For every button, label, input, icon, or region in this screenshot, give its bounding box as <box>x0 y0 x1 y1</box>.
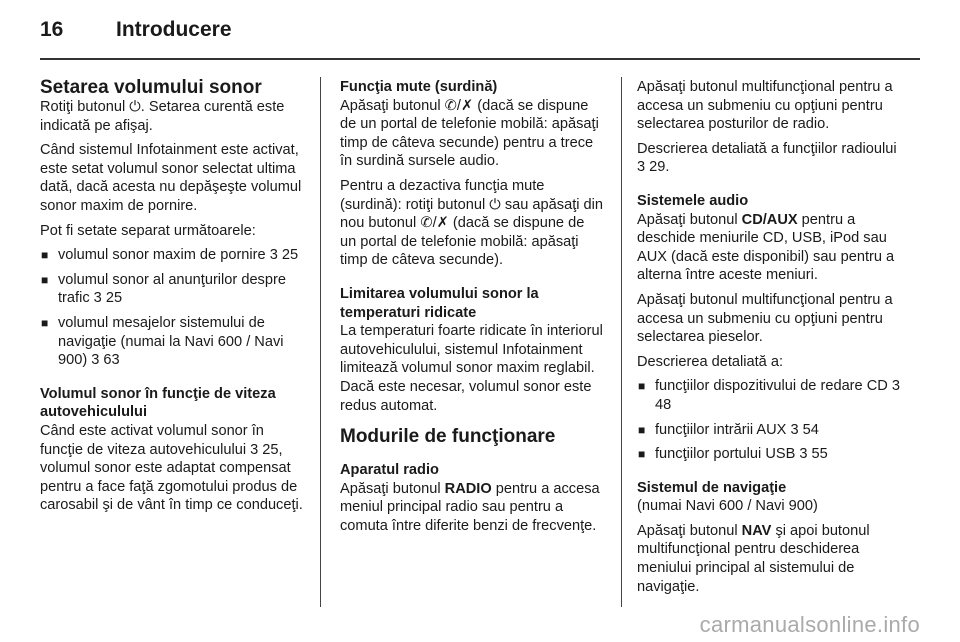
paragraph: Pot fi setate separat următoarele: <box>40 222 256 239</box>
paragraph: Când sistemul Infotainment este activat, este setat volumul sonor selectat ultima dată, dacă acesta nu depăşeşte volumul sonor maxim de pornire. <box>40 142 302 214</box>
nav-key-label: NAV <box>741 522 772 539</box>
bullet-list <box>40 246 306 370</box>
heading-operating-modes: Modurile de funcţionare <box>340 426 556 448</box>
bullet-list <box>637 377 905 463</box>
header-rule <box>40 58 920 60</box>
column-3 <box>637 78 905 602</box>
column-2 <box>340 78 604 541</box>
list-item: ■ funcţiilor intrării AUX 3 54 <box>637 421 905 440</box>
paragraph <box>340 480 604 536</box>
paragraph <box>637 211 905 285</box>
page-header <box>40 18 232 42</box>
watermark: carmanualsonline.info <box>699 612 920 637</box>
paragraph: Descrierea detaliată a: <box>637 353 784 370</box>
text-run: Apăsaţi butonul <box>637 522 742 539</box>
heading-radio: Aparatul radio <box>340 462 439 479</box>
text-run: Apăsaţi butonul <box>637 211 742 228</box>
column-divider-2 <box>621 77 622 607</box>
paragraph: Apăsaţi butonul multifuncţional pentru a accesa un submeniu cu opţiuni pentru selectarea pieselor. <box>637 291 893 346</box>
radio-key-label: RADIO <box>444 480 492 497</box>
list-item: ■ funcţiilor portului USB 3 55 <box>637 445 905 464</box>
list-item: ■ volumul sonor maxim de pornire 3 25 <box>40 246 306 265</box>
paragraph: Apăsaţi butonul ✆/✗ (dacă se dispune de un portal de telefonie mobilă: apăsaţi timp de câteva secunde) pentru a trece în surdină sursele audio. <box>340 97 599 170</box>
text-run: Apăsaţi butonul <box>340 480 445 497</box>
text-run: pentru a accesa meniul principal radio sau pentru a comuta între diferite benzi de frecvenţe. <box>340 480 600 534</box>
paragraph: Rotiţi butonul ⏻. Setarea curentă este indicată pe afişaj. <box>40 99 285 134</box>
paragraph: (numai Navi 600 / Navi 900) <box>637 498 818 515</box>
page-title: Introducere <box>116 18 232 41</box>
text-run: şi apoi butonul multifuncţional pentru deschiderea meniului principal al sistemului de navigaţie. <box>637 522 870 595</box>
cd-aux-key-label: CD/AUX <box>741 211 798 228</box>
page-number: 16 <box>40 18 64 41</box>
paragraph: Pentru a dezactiva funcţia mute (surdină): rotiţi butonul ⏻ sau apăsaţi din nou butonul ✆/✗ (dacă se dispune de un portal de telefonie mobilă: apăsaţi timp de câteva secunde). <box>340 177 604 269</box>
text-run: pentru a deschide meniurile CD, USB, iPod sau AUX (dacă este disponibil) sau pentru a alterna între aceste meniuri. <box>637 211 895 284</box>
paragraph: Când este activat volumul sonor în funcţie de viteza autovehiculului 3 25, volumul sonor este adaptat compensat pentru a face faţă zgomotului produs de carosabil şi de vânt în timp ce conduceţi. <box>40 422 303 514</box>
list-item: ■ funcţiilor dispozitivului de redare CD 3 48 <box>637 377 905 414</box>
heading-mute: Funcţia mute (surdină) <box>340 79 498 95</box>
paragraph: La temperaturi foarte ridicate în interiorul autovehiculului, sistemul Infotainment limitează volumul sonor maxim reglabil. Dacă este necesar, volumul sonor este redus automat. <box>340 323 603 414</box>
heading-speed-volume: Volumul sonor în funcţie de viteza autovehiculului <box>40 385 276 421</box>
paragraph: Descrierea detaliată a funcţiilor radioului 3 29. <box>637 140 897 176</box>
paragraph <box>637 522 905 596</box>
list-item: ■ volumul sonor al anunţurilor despre trafic 3 25 <box>40 271 306 308</box>
heading-temperature-limit: Limitarea volumului sonor la temperaturi ridicate <box>340 285 539 321</box>
list-item: ■ volumul mesajelor sistemului de navigaţie (numai la Navi 600 / Navi 900) 3 63 <box>40 314 306 370</box>
column-1 <box>40 78 306 521</box>
heading-navigation: Sistemul de navigaţie <box>637 479 787 496</box>
heading-volume: Setarea volumului sonor <box>40 77 262 98</box>
column-divider-1 <box>320 77 321 607</box>
paragraph: Apăsaţi butonul multifuncţional pentru a accesa un submeniu cu opţiuni pentru selectarea posturilor de radio. <box>637 79 893 133</box>
heading-audio-systems: Sistemele audio <box>637 192 749 209</box>
